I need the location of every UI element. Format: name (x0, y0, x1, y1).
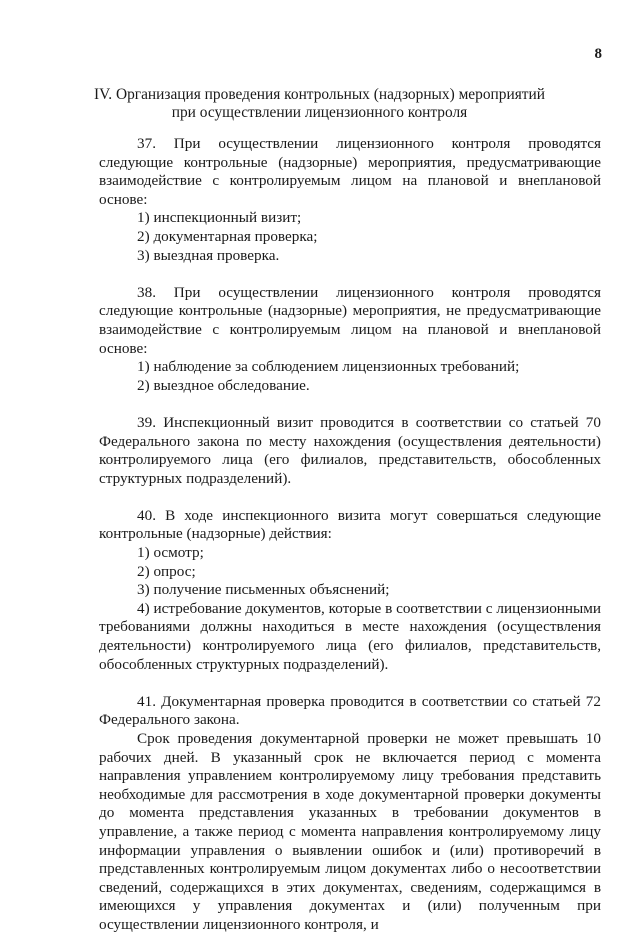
list-item: 3) выездная проверка. (137, 246, 280, 264)
paragraph-41: 41. Документарная проверка проводится в соответствии со статьей 72 Федерального закона. (99, 692, 601, 729)
spacer (99, 674, 601, 693)
list-item: 1) инспекционный визит; (137, 209, 302, 227)
list-item: 2) опрос; (137, 562, 196, 580)
section-heading-line-2: при осуществлении лицензионного контроля (171, 104, 468, 121)
paragraph-40: 40. В ходе инспекционного визита могут совершаться следующие контрольные (надзорные) действия: (99, 506, 601, 543)
paragraph-37: 37. При осуществлении лицензионного контроля проводятся следующие контрольные (надзорные) мероприятия, предусматривающие взаимодействие с контролируемым лицом на плановой и внеплановой основе: (99, 135, 601, 208)
spacer (99, 395, 601, 414)
list-item: 2) выездное обследование. (137, 376, 310, 394)
section-heading (0, 86, 639, 122)
paragraph-38: 38. При осуществлении лицензионного контроля проводятся следующие контрольные (надзорные) мероприятия, не предусматривающие взаимодействие с контролируемым лицом на плановой и внеплановой основе: (99, 283, 601, 357)
list-item-4: 4) истребование документов, которые в соответствии с лицензионными требованиями должны находиться в месте нахождения (осуществления деятельности) контролируемого лица (его филиалов, представительств, обособленных структурных подразделений). (99, 599, 601, 673)
list-item: 1) осмотр; (137, 544, 204, 562)
page-number: 8 (594, 46, 602, 62)
paragraph-41-term: Срок проведения документарной проверки не может превышать 10 рабочих дней. В указанный срок не включается период с момента направления управлением контролируемому лицу требования представить необходимые для рассмотрения в ходе документарной проверки документы до момента представления указанных в требовании документов в управление, а также период с момента направления контролируемому лицу информации управления о выявлении ошибок и (или) противоречий в представленных контролируемым лицом документах либо о несоответствии сведений, содержащихся в этих документах, сведениям, содержащимся в имеющихся у управления документах и (или) полученным при осуществлении лицензионного контроля, и (99, 730, 601, 933)
spacer (99, 488, 601, 507)
document-body (99, 135, 601, 935)
list-item: 2) документарная проверка; (137, 227, 318, 245)
section-heading-line-1: IV. Организация проведения контрольных (надзорных) мероприятий (94, 86, 545, 103)
paragraph-39: 39. Инспекционный визит проводится в соответствии со статьей 70 Федерального закона по месту нахождения (осуществления деятельности) контролируемого лица (его филиалов, представительств, обособленных структурных подразделений). (99, 413, 601, 487)
spacer (99, 265, 601, 284)
list-item: 3) получение письменных объяснений; (137, 581, 390, 599)
list-item: 1) наблюдение за соблюдением лицензионных требований; (137, 358, 520, 376)
